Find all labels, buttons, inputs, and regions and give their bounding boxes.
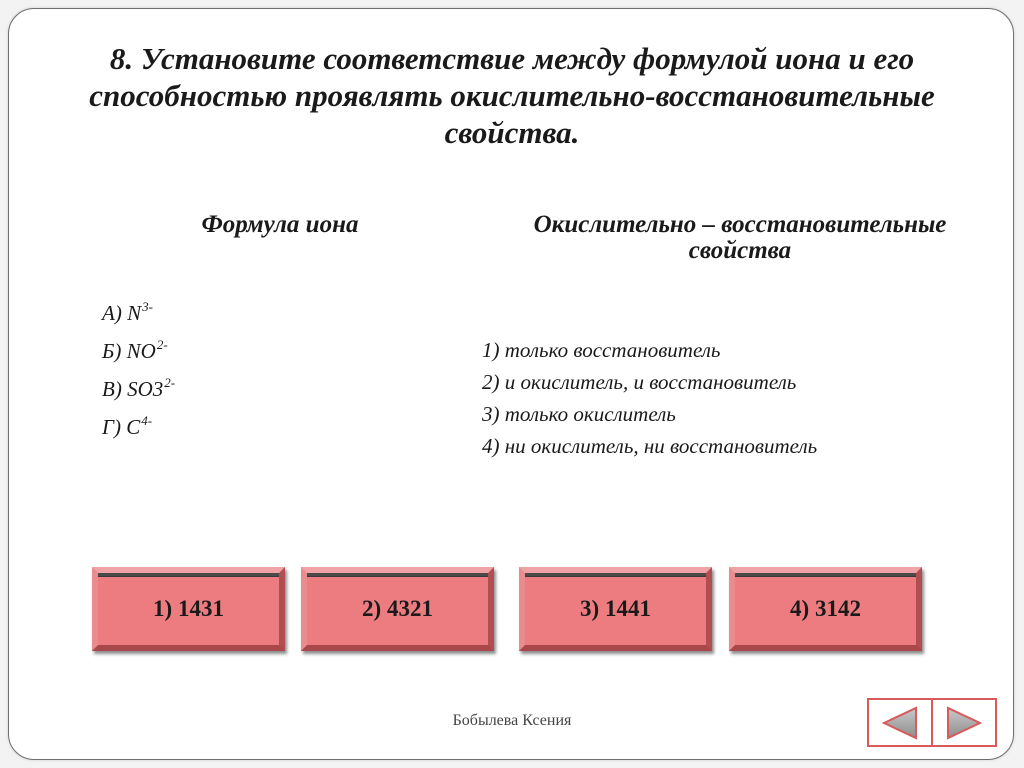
list-item: 4) ни окислитель, ни восстановитель (482, 434, 818, 458)
answer-button-2[interactable] (301, 567, 494, 651)
ion-charge: 4- (141, 413, 153, 428)
ion-charge: 2- (164, 375, 176, 390)
list-item (102, 326, 175, 364)
list-item (102, 402, 175, 440)
list-item: 3) только окислитель (482, 402, 676, 426)
answer-button-3[interactable] (519, 567, 712, 651)
answer-label: 3) 1441 (580, 596, 651, 621)
triangle-left-icon (880, 706, 920, 740)
left-column-header: Формула иона (201, 211, 359, 238)
ion-charge: 3- (142, 299, 153, 314)
answer-label: 4) 3142 (790, 596, 861, 621)
ion-label: В) SO3 (102, 377, 164, 401)
triangle-right-icon (944, 706, 984, 740)
right-column-header: Окислительно – восстановительные свойства (533, 211, 947, 264)
property-list (482, 334, 817, 462)
answer-button-4[interactable] (729, 567, 922, 651)
answer-label: 2) 4321 (362, 596, 433, 621)
answer-button-1[interactable] (92, 567, 285, 651)
ion-charge: 2- (156, 337, 168, 352)
previous-slide-button[interactable] (869, 700, 933, 745)
list-item: 1) только восстановитель (482, 338, 721, 362)
ion-label: А) N (102, 301, 142, 325)
list-item: 2) и окислитель, и восстановитель (482, 370, 797, 394)
slide-navigation (867, 698, 997, 747)
ion-formula-list (102, 288, 175, 440)
answer-label: 1) 1431 (153, 596, 224, 621)
ion-label: Г) C (102, 415, 141, 439)
next-slide-button[interactable] (933, 700, 995, 745)
list-item (102, 364, 175, 402)
ion-label: Б) NO (102, 339, 156, 363)
author-footer: Бобылева Ксения (452, 712, 572, 729)
question-title: 8. Установите соответствие между формулой иона и его способностью проявлять окислительно-восстановительные свойства. (89, 41, 935, 150)
list-item (102, 288, 175, 326)
